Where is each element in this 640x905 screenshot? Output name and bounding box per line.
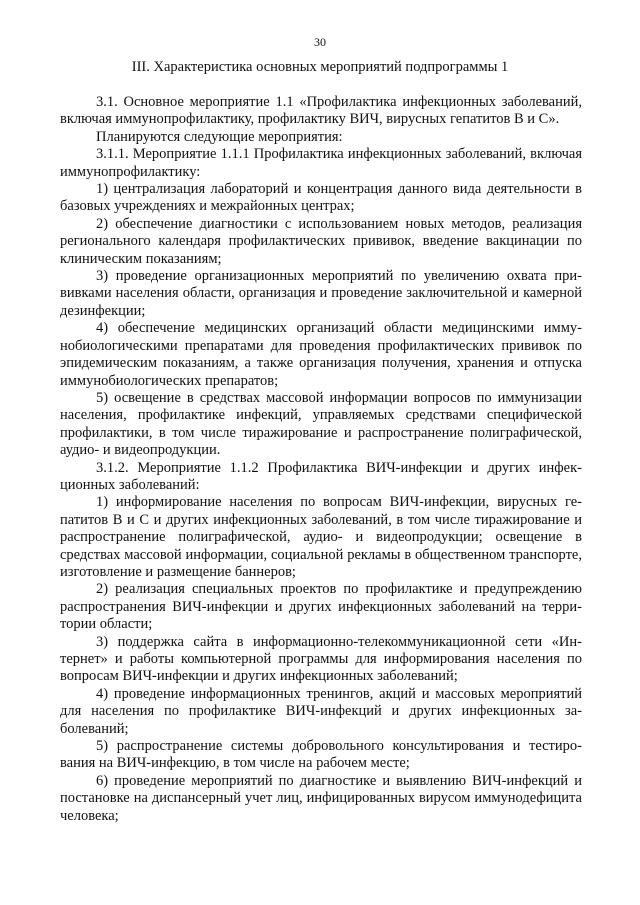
- section-heading: III. Характеристика основных мероприятий подпрограммы 1: [131, 59, 509, 75]
- list-item-1-1-1-4: 4) обеспечение медицинских организаций области медицинскими иммунобиологическими препаратами для проведения профилактических прививок по эпидемическим показаниям, а также организация получения, хранения и отпуска иммунобиологических препаратов;: [60, 320, 582, 389]
- paragraph-planned-activities: Планируются следующие мероприятия:: [96, 128, 343, 145]
- list-item-1-1-2-1: 1) информирование населения по вопросам ВИЧ-инфекции, вирусных гепатитов В и С и других инфекционных заболеваний, в том числе тиражирование и распространение полиграфической, аудио- и видеопродукции; освещение в средствах массовой информации, социальной рекламы в общественном транспорте, изготовление и размещение баннеров;: [60, 494, 582, 580]
- list-item-1-1-1-1: 1) централизация лабораторий и концентрация данного вида деятельности в базовых учреждениях и межрайонных центрах;: [60, 181, 582, 215]
- body-text: [60, 94, 582, 825]
- paragraph-activity-1-1-1: 3.1.1. Мероприятие 1.1.1 Профилактика инфекционных заболеваний, включая иммунопрофилактику:: [60, 146, 582, 180]
- list-item-1-1-1-2: 2) обеспечение диагностики с использованием новых методов, реализация регионального календаря профилактических прививок, введение вакцинации по клиническим показаниям;: [60, 215, 582, 267]
- list-item-1-1-2-6: 6) проведение мероприятий по диагностике и выявлению ВИЧ-инфекций и постановке на диспансерный учет лиц, инфицированных вирусом иммунодефицита человека;: [60, 772, 582, 824]
- list-item-1-1-2-4: 4) проведение информационных тренингов, акций и массовых мероприятий для населения по профилактике ВИЧ-инфекций и других инфекционных заболеваний;: [60, 685, 582, 737]
- paragraph-main-activity-1-1: 3.1. Основное мероприятие 1.1 «Профилактика инфекционных заболеваний, включая иммунопрофилактику, профилактику ВИЧ, вирусных гепатитов В и С».: [60, 94, 582, 128]
- list-item-1-1-1-3: 3) проведение организационных мероприятий по увеличению охвата прививками населения области, организация и проведение заключительной и камерной дезинфекции;: [60, 268, 582, 319]
- paragraph-activity-1-1-2: 3.1.2. Мероприятие 1.1.2 Профилактика ВИЧ-инфекции и других инфекционных заболеваний:: [60, 459, 582, 493]
- list-item-1-1-1-5: 5) освещение в средствах массовой информации вопросов по иммунизации населения, профилактике инфекций, управляемых средствами специфической профилактики, в том числе тиражирование и распространение полиграфической, аудио- и видеопродукции.: [60, 389, 582, 459]
- list-item-1-1-2-3: 3) поддержка сайта в информационно-телекоммуникационной сети «Интернет» и работы компьютерной программы для информирования населения по вопросам ВИЧ-инфекции и других инфекционных заболеваний;: [60, 633, 582, 685]
- list-item-1-1-2-2: 2) реализация специальных проектов по профилактике и предупреждению распространения ВИЧ-инфекции и других инфекционных заболеваний на территории области;: [60, 581, 582, 633]
- page-number: 30: [314, 35, 326, 49]
- list-item-1-1-2-5: 5) распространение системы добровольного консультирования и тестирования на ВИЧ-инфекцию, в том числе на рабочем месте;: [60, 738, 582, 772]
